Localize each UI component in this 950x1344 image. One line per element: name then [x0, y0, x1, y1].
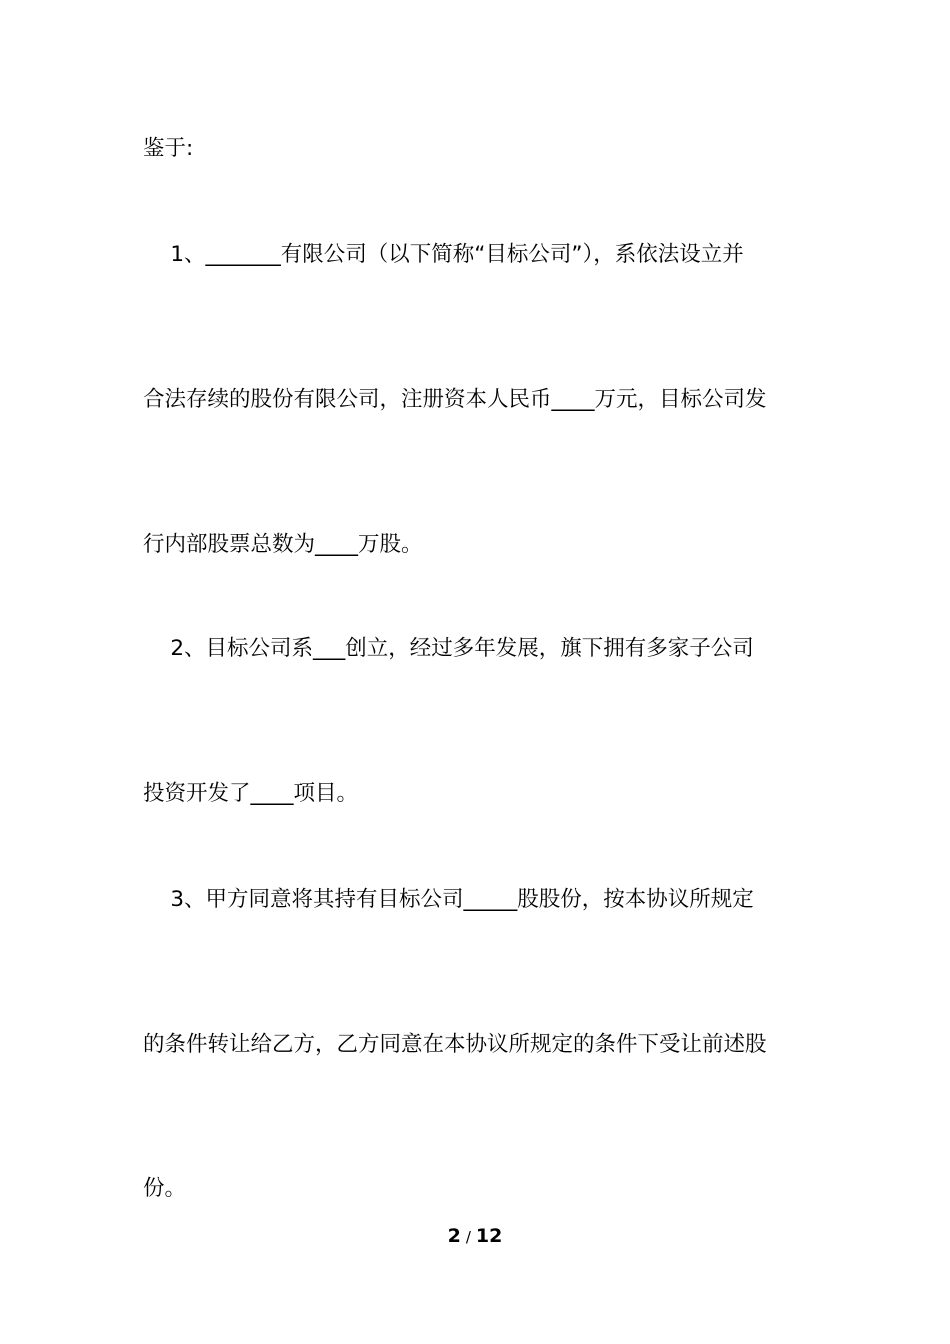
paragraph-3-line-2: 的条件转让给乙方，乙方同意在本协议所规定的条件下受让前述股	[143, 1032, 767, 1057]
current-page-number: 2	[447, 1225, 461, 1247]
total-pages-number: 12	[475, 1225, 503, 1247]
paragraph-1-line-3: 行内部股票总数为____万股。	[143, 532, 423, 557]
page-separator: /	[465, 1228, 471, 1246]
paragraph-2-line-1: 2、目标公司系___创立，经过多年发展，旗下拥有多家子公司	[143, 636, 754, 661]
recital-heading: 鉴于:	[143, 136, 194, 161]
page-number	[0, 1222, 950, 1251]
paragraph-3-line-1: 3、甲方同意将其持有目标公司_____股股份，按本协议所规定	[143, 887, 754, 912]
paragraph-3-line-3: 份。	[143, 1176, 187, 1201]
paragraph-1-line-1: 1、_______有限公司（以下简称“目标公司”），系依法设立并	[143, 242, 744, 267]
paragraph-1-line-2: 合法存续的股份有限公司，注册资本人民币____万元，目标公司发	[143, 387, 767, 412]
paragraph-2-line-2: 投资开发了____项目。	[143, 781, 359, 806]
